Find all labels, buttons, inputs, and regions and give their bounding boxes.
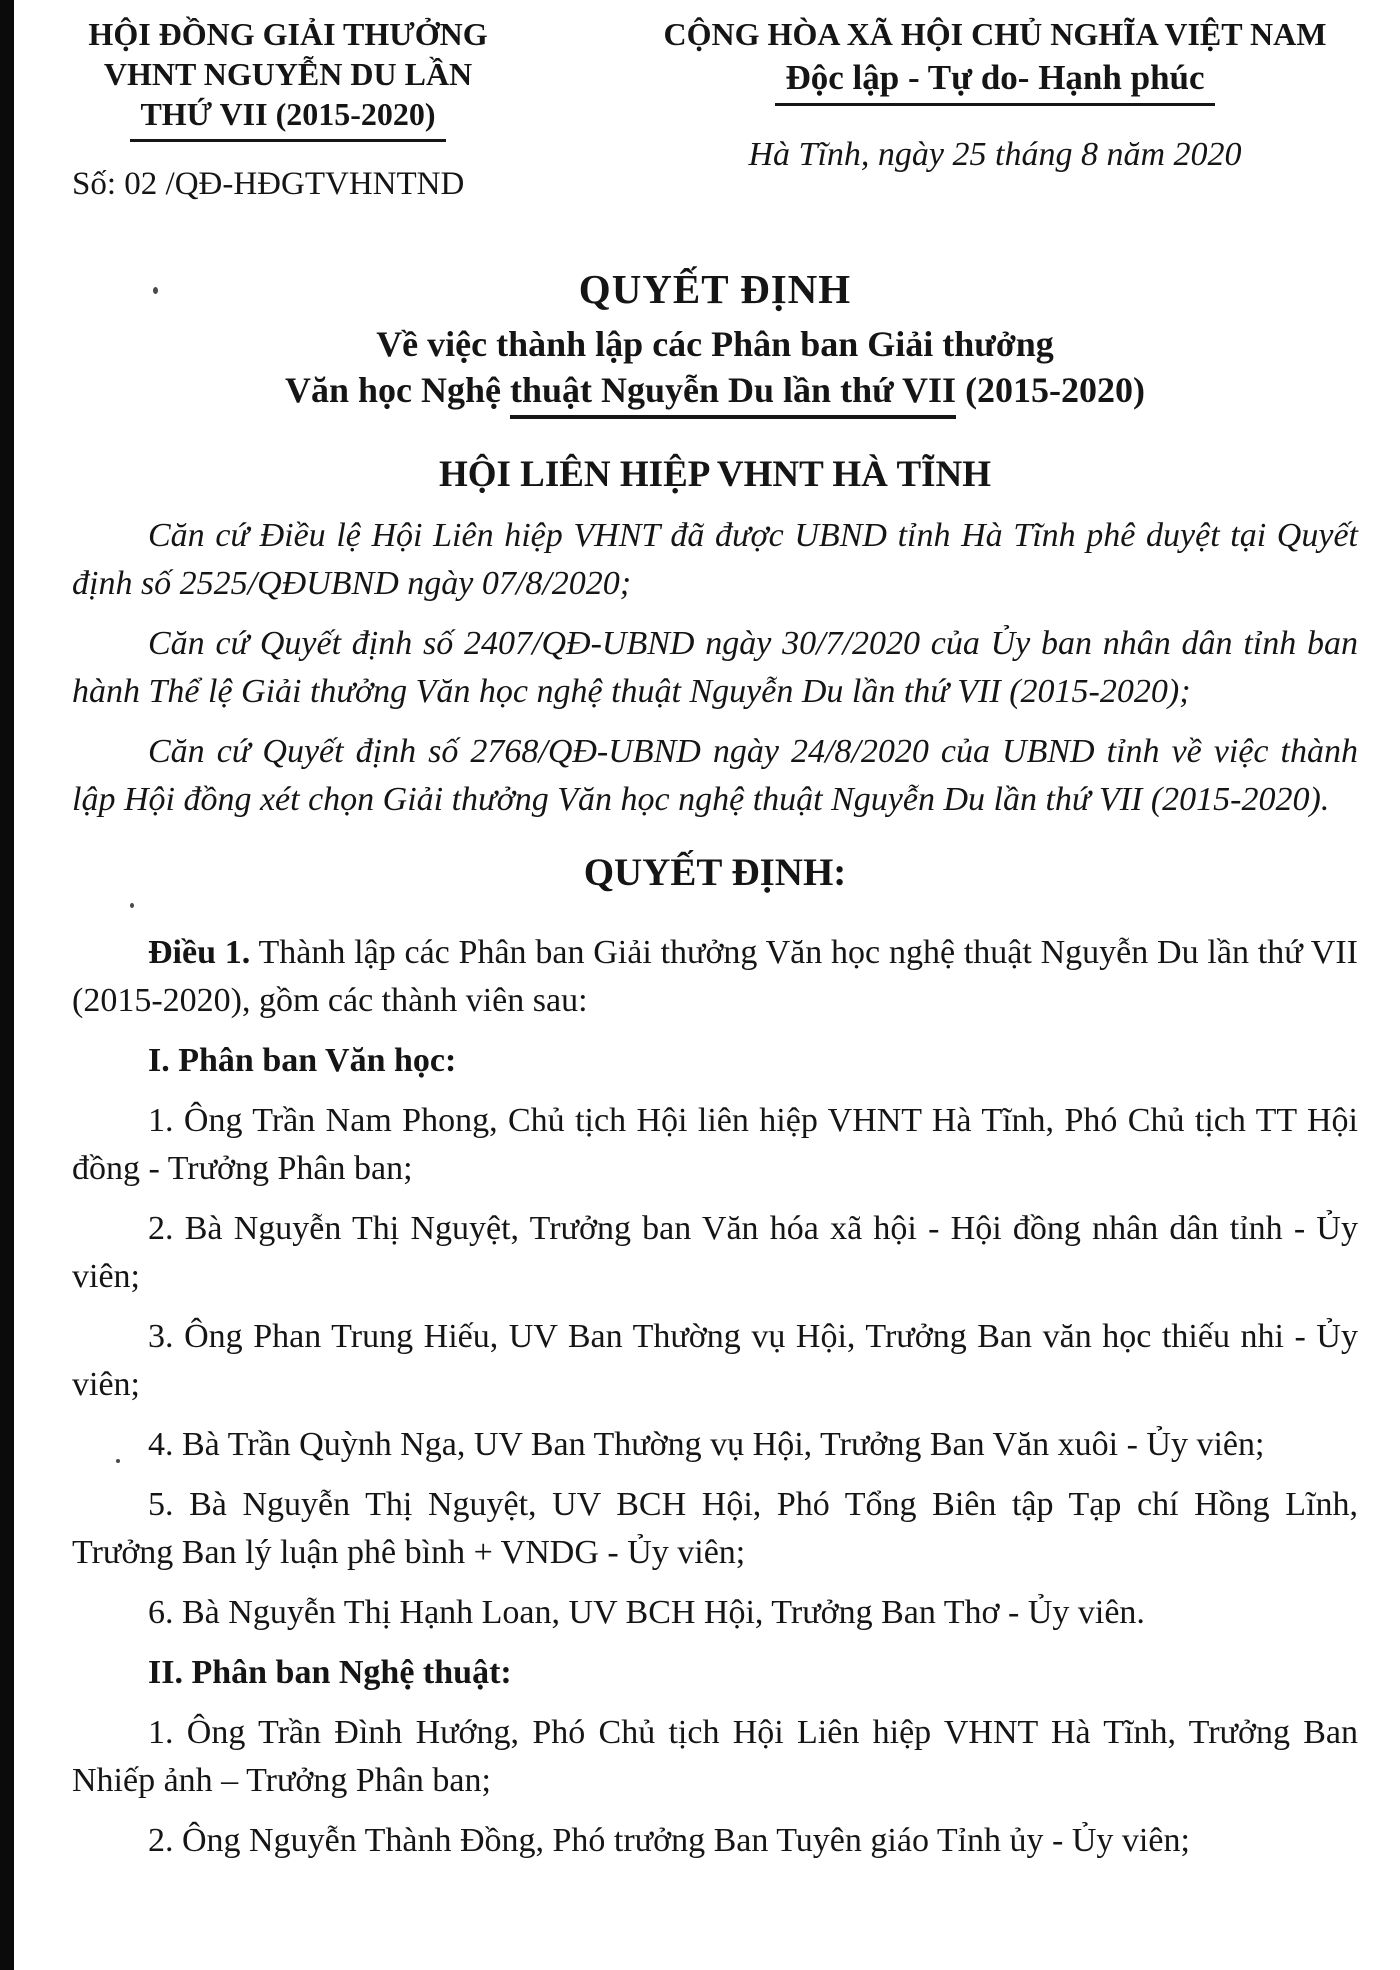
issuer-heading: HỘI LIÊN HIỆP VHNT HÀ TĨNH [438, 454, 992, 495]
place-date: Hà Tĩnh, ngày 25 tháng 8 năm 2020 [748, 136, 1242, 173]
national-header-block [504, 14, 1358, 203]
decision-subtitle-line2 [72, 367, 1358, 419]
section-2-heading: II. Phân ban Nghệ thuật: [148, 1654, 512, 1691]
subtitle-line2-underlined: thuật Nguyễn Du lần thứ VII [510, 367, 956, 419]
section-1-member-3: 3. Ông Phan Trung Hiếu, UV Ban Thường vụ Hội, Trưởng Ban văn học thiếu nhi - Ủy viên; [72, 1318, 1358, 1403]
national-motto: Độc lập - Tự do- Hạnh phúc [775, 58, 1214, 106]
decision-title-block [72, 265, 1358, 419]
preamble-paragraph-3: Căn cứ Quyết định số 2768/QĐ-UBND ngày 24/8/2020 của UBND tỉnh về việc thành lập Hội đồng xét chọn Giải thưởng Văn học nghệ thuật Nguyễn Du lần thứ VII (2015-2020). [72, 733, 1358, 818]
article-1-text: Thành lập các Phân ban Giải thưởng Văn học nghệ thuật Nguyễn Du lần thứ VII (2015-2020), gồm các thành viên sau: [72, 934, 1359, 1019]
article-1-label: Điều 1. [148, 934, 251, 971]
section-2-member-1: 1. Ông Trần Đình Hướng, Phó Chủ tịch Hội Liên hiệp VHNT Hà Tĩnh, Trưởng Ban Nhiếp ảnh – Trưởng Phân ban; [72, 1714, 1358, 1799]
scan-edge-artifact [0, 0, 14, 1970]
preamble-paragraph-2: Căn cứ Quyết định số 2407/QĐ-UBND ngày 30/7/2020 của Ủy ban nhân dân tỉnh ban hành Thể lệ Giải thưởng Văn học nghệ thuật Nguyễn Du lần thứ VII (2015-2020); [72, 625, 1358, 710]
national-title: CỘNG HÒA XÃ HỘI CHỦ NGHĨA VIỆT NAM [663, 16, 1327, 52]
issuing-body-line3 [72, 94, 504, 142]
decision-subtitle-line1: Về việc thành lập các Phân ban Giải thưởng [376, 324, 1054, 364]
issuing-body-line3-text: THỨ VII (2015-2020) [130, 94, 445, 142]
document-header [72, 14, 1358, 203]
section-1-member-5: 5. Bà Nguyễn Thị Nguyệt, UV BCH Hội, Phó Tổng Biên tập Tạp chí Hồng Lĩnh, Trưởng Ban lý luận phê bình + VNDG - Ủy viên; [72, 1486, 1358, 1571]
subtitle-line2-prefix: Văn học Nghệ [284, 370, 510, 410]
scan-speck [153, 287, 158, 294]
scan-speck [116, 1459, 120, 1463]
section-1-member-4: 4. Bà Trần Quỳnh Nga, UV Ban Thường vụ Hội, Trưởng Ban Văn xuôi - Ủy viên; [148, 1426, 1265, 1463]
decision-heading: QUYẾT ĐỊNH [578, 266, 852, 312]
section-1-member-6: 6. Bà Nguyễn Thị Hạnh Loan, UV BCH Hội, Trưởng Ban Thơ - Ủy viên. [148, 1594, 1145, 1631]
section-1-member-2: 2. Bà Nguyễn Thị Nguyệt, Trưởng ban Văn hóa xã hội - Hội đồng nhân dân tỉnh - Ủy viên; [72, 1210, 1358, 1295]
section-1-member-1: 1. Ông Trần Nam Phong, Chủ tịch Hội liên hiệp VHNT Hà Tĩnh, Phó Chủ tịch TT Hội đồng - Trưởng Phân ban; [72, 1102, 1358, 1187]
preamble-paragraph-1: Căn cứ Điều lệ Hội Liên hiệp VHNT đã được UBND tỉnh Hà Tĩnh phê duyệt tại Quyết định số 2525/QĐUBND ngày 07/8/2020; [72, 517, 1358, 602]
issuing-body-block [72, 14, 504, 203]
national-motto-line [632, 58, 1358, 106]
issuing-body-line2: VHNT NGUYỄN DU LẦN [103, 56, 473, 92]
decides-heading: QUYẾT ĐỊNH: [583, 851, 847, 894]
document-number: Số: 02 /QĐ-HĐGTVHNTND [72, 166, 465, 202]
section-1-heading: I. Phân ban Văn học: [148, 1042, 457, 1079]
subtitle-line2-suffix: (2015-2020) [956, 370, 1146, 410]
issuing-body-line1: HỘI ĐỒNG GIẢI THƯỞNG [88, 16, 488, 52]
section-2-member-2: 2. Ông Nguyễn Thành Đồng, Phó trưởng Ban Tuyên giáo Tỉnh ủy - Ủy viên; [148, 1822, 1190, 1859]
article-1-paragraph [72, 929, 1358, 1025]
scan-speck [130, 903, 134, 908]
